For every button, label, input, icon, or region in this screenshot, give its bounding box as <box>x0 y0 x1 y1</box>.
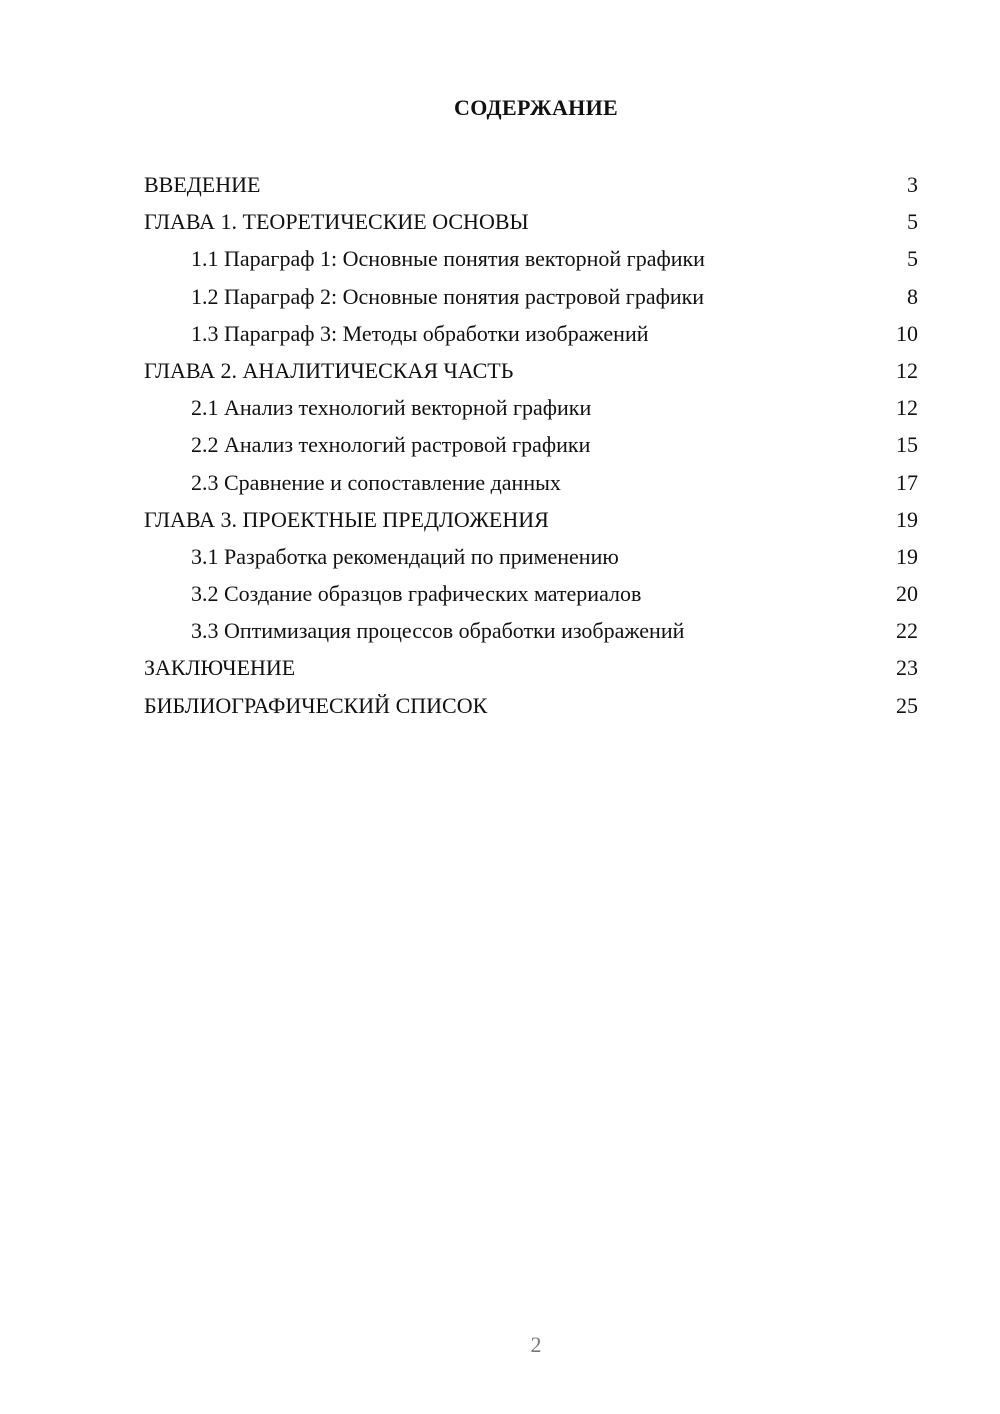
toc-entry[interactable] <box>144 315 918 352</box>
toc-entry[interactable] <box>144 426 918 463</box>
toc-entry-page: 3 <box>907 172 918 197</box>
toc-entry-label: 1.3 Параграф 3: Методы обработки изображений <box>191 320 649 346</box>
toc-entry-label: 1.2 Параграф 2: Основные понятия растровой графики <box>191 283 705 309</box>
toc-entry[interactable] <box>144 352 918 389</box>
toc-entry-label: ВВЕДЕНИЕ <box>144 172 261 197</box>
table-of-contents <box>144 166 918 724</box>
page-number: 2 <box>530 1332 542 1357</box>
toc-entry[interactable] <box>144 166 918 203</box>
toc-entry[interactable] <box>144 464 918 501</box>
toc-entry[interactable] <box>144 649 918 686</box>
toc-entry-label: ГЛАВА 3. ПРОЕКТНЫЕ ПРЕДЛОЖЕНИЯ <box>144 506 549 532</box>
toc-entry[interactable] <box>144 538 918 575</box>
toc-entry-page: 23 <box>896 655 918 681</box>
toc-entry[interactable] <box>144 612 918 649</box>
toc-entry-label: БИБЛИОГРАФИЧЕСКИЙ СПИСОК <box>144 692 488 718</box>
toc-entry-page: 22 <box>896 618 918 644</box>
toc-entry[interactable] <box>144 687 918 724</box>
toc-entry[interactable] <box>144 575 918 612</box>
toc-entry-label: 3.1 Разработка рекомендаций по применению <box>191 543 619 569</box>
toc-entry-label: 1.1 Параграф 1: Основные понятия векторной графики <box>191 246 705 272</box>
toc-entry[interactable] <box>144 203 918 240</box>
toc-entry[interactable] <box>144 240 918 277</box>
toc-entry-label: ЗАКЛЮЧЕНИЕ <box>144 655 296 681</box>
toc-entry-label: 2.3 Сравнение и сопоставление данных <box>191 469 561 495</box>
toc-entry-page: 12 <box>896 395 918 421</box>
page-title: СОДЕРЖАНИЕ <box>454 95 618 120</box>
toc-entry-label: 3.3 Оптимизация процессов обработки изображений <box>191 618 685 644</box>
toc-entry-page: 20 <box>896 581 918 607</box>
toc-entry-page: 5 <box>907 209 918 235</box>
toc-entry-page: 19 <box>896 543 918 569</box>
toc-entry-label: ГЛАВА 2. АНАЛИТИЧЕСКАЯ ЧАСТЬ <box>144 357 514 383</box>
toc-entry-page: 5 <box>907 246 918 272</box>
toc-entry-page: 25 <box>896 692 918 718</box>
toc-entry-label: ГЛАВА 1. ТЕОРЕТИЧЕСКИЕ ОСНОВЫ <box>144 209 529 235</box>
toc-entry-label: 2.1 Анализ технологий векторной графики <box>191 395 592 421</box>
toc-entry-page: 8 <box>907 283 918 309</box>
toc-entry[interactable] <box>144 501 918 538</box>
toc-entry[interactable] <box>144 389 918 426</box>
toc-entry-page: 12 <box>896 357 918 383</box>
toc-entry-page: 19 <box>896 506 918 532</box>
toc-entry-label: 2.2 Анализ технологий растровой графики <box>191 432 591 458</box>
toc-entry-label: 3.2 Создание образцов графических материалов <box>191 581 642 607</box>
toc-entry-page: 15 <box>896 432 918 458</box>
toc-entry-page: 17 <box>896 469 918 495</box>
toc-entry[interactable] <box>144 278 918 315</box>
toc-entry-page: 10 <box>896 320 918 346</box>
